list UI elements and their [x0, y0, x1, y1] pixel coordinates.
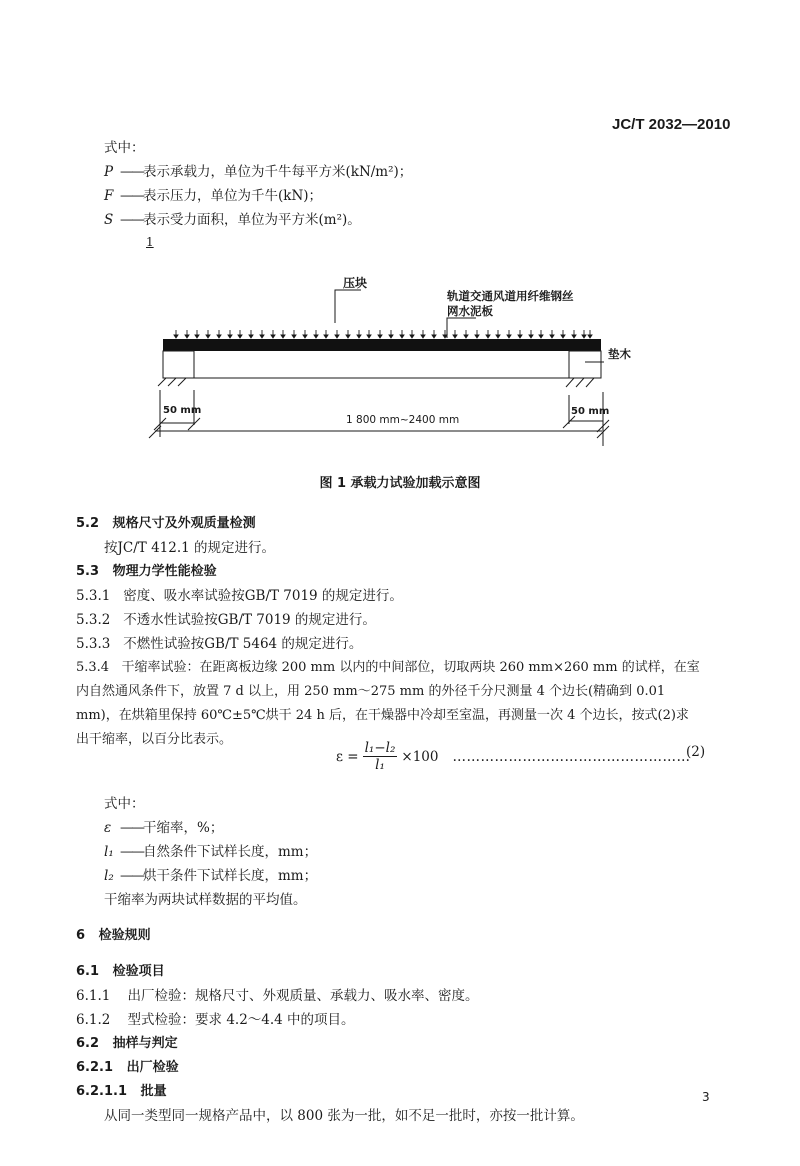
left-ground-hatch: [158, 378, 186, 386]
section-5-3-4-line-2: 内自然通风条件下，放置 7 d 以上，用 250 mm～275 mm 的外径千分尺测量 4 个边长(精确到 0.01: [76, 684, 666, 699]
span-length: 1 800 mm~2400 mm: [346, 414, 460, 426]
numerator: l₁−l₂: [364, 740, 396, 756]
panel-leader: [447, 318, 476, 338]
chapter-number: 6: [76, 928, 86, 943]
definition-text: 烘干条件下试样长度，mm；: [143, 868, 318, 884]
symbol: F: [104, 188, 114, 204]
section-6-1: [76, 962, 165, 982]
section-5-3-heading: [76, 562, 217, 582]
stray-mark: 1: [146, 235, 154, 249]
section-5-3-1: [76, 586, 403, 606]
press-block-label: 压块: [343, 276, 368, 290]
right-ground-hatch: [566, 378, 594, 387]
denominator: l₁: [375, 757, 385, 773]
formula-2: [336, 740, 690, 773]
formula-fraction: [363, 740, 398, 773]
symbol: l₁: [104, 844, 114, 860]
left-support: [163, 351, 194, 378]
section-6-2: [76, 1034, 178, 1054]
section-title: 检验项目: [112, 964, 165, 979]
definition-text: 表示受力面积，单位为平方米(m²)。: [143, 212, 361, 228]
section-number: 6.1.2: [76, 1012, 111, 1028]
section-6-2-1: [76, 1058, 179, 1078]
section-5-2-heading: [76, 514, 256, 534]
dash: ——: [120, 820, 143, 836]
section-number: 5.3: [76, 564, 100, 579]
dash: ——: [120, 212, 143, 228]
section-6-2-1-1: [76, 1082, 167, 1102]
where-label: 式中：: [104, 140, 145, 156]
page-number: 3: [702, 1090, 710, 1104]
chapter-6-heading: [76, 926, 151, 946]
leader-dots: ……………………………………………: [452, 748, 691, 765]
definition-l2: [104, 866, 317, 886]
section-number: 5.2: [76, 516, 100, 531]
definition-text: 表示压力，单位为千牛(kN)；: [143, 188, 323, 204]
section-text: 出厂检验：规格尺寸、外观质量、承载力、吸水率、密度。: [127, 988, 479, 1004]
paragraph-line: 干缩率试验：在距离板边缘 200 mm 以内的中间部位，切取两块 260 mm×260 mm 的试样，在室: [121, 660, 700, 675]
section-5-3-2: [76, 610, 376, 630]
section-text: 不透水性试验按GB/T 7019 的规定进行。: [123, 612, 376, 628]
symbol: P: [104, 164, 114, 180]
dash: ——: [120, 188, 143, 204]
section-title: 出厂检验: [126, 1060, 179, 1075]
definition-l1: [104, 842, 317, 862]
section-number: 6.2.1: [76, 1060, 114, 1075]
section-6-1-1: [76, 986, 479, 1006]
section-5-3-4-line-4: 出干缩率，以百分比表示。: [76, 732, 233, 747]
equation-number: (2): [686, 744, 706, 760]
panel-bar: [163, 339, 601, 351]
section-6-1-2: [76, 1010, 355, 1030]
formula-lhs: ε =: [336, 748, 359, 765]
section-5-3-3: [76, 634, 362, 654]
section-text: 型式检验：要求 4.2～4.4 中的项目。: [127, 1012, 355, 1028]
section-title: 抽样与判定: [112, 1036, 178, 1051]
section-number: 6.1.1: [76, 988, 111, 1004]
section-5-2-body: 按JC/T 412.1 的规定进行。: [104, 540, 276, 556]
section-5-3-4-line-1: [76, 658, 700, 678]
load-test-diagram: [0, 0, 800, 470]
definition-epsilon: [104, 818, 223, 838]
where-label-2: 式中：: [104, 796, 145, 812]
section-number: 6.2.1.1: [76, 1084, 127, 1099]
section-number: 6.2: [76, 1036, 100, 1051]
definition-text: 表示承载力，单位为千牛每平方米(kN/m²)；: [143, 164, 413, 180]
dash: ——: [120, 868, 143, 884]
average-note: 干缩率为两块试样数据的平均值。: [104, 892, 307, 908]
section-number: 5.3.2: [76, 612, 111, 628]
support-label: 垫木: [608, 347, 631, 361]
press-block-leader: [335, 290, 361, 323]
dash: ——: [120, 164, 143, 180]
section-number: 5.3.1: [76, 588, 111, 604]
chapter-title: 检验规则: [98, 928, 151, 943]
load-arrows: [174, 330, 592, 338]
section-number: 5.3.4: [76, 660, 110, 675]
section-title: 规格尺寸及外观质量检测: [112, 516, 256, 531]
dash: ——: [120, 844, 143, 860]
section-number: 6.1: [76, 964, 100, 979]
section-text: 不燃性试验按GB/T 5464 的规定进行。: [123, 636, 363, 652]
batch-text: 从同一类型同一规格产品中，以 800 张为一批，如不足一批时，亦按一批计算。: [104, 1108, 584, 1124]
symbol: S: [104, 212, 114, 228]
section-text: 密度、吸水率试验按GB/T 7019 的规定进行。: [123, 588, 403, 604]
section-5-3-4-line-3: mm)，在烘箱里保持 60℃±5℃烘干 24 h 后，在干燥器中冷却至室温，再测量一次 4 个边长，按式(2)求: [76, 708, 689, 723]
definition-text: 干缩率，%；: [143, 820, 224, 836]
standard-code: JC/T 2032—2010: [612, 116, 731, 133]
left-support-width: 50 mm: [163, 405, 202, 416]
right-support: [569, 351, 601, 378]
section-number: 5.3.3: [76, 636, 111, 652]
formula-multiplier: ×100: [401, 748, 439, 765]
panel-label-line1: 轨道交通风道用纤维钢丝: [447, 289, 574, 303]
symbol: l₂: [104, 868, 114, 884]
right-support-width: 50 mm: [571, 406, 610, 417]
definition-text: 自然条件下试样长度，mm；: [143, 844, 318, 860]
symbol: ε: [104, 820, 112, 836]
section-title: 物理力学性能检验: [112, 564, 217, 579]
section-title: 批量: [140, 1084, 167, 1099]
panel-label-line2: 网水泥板: [447, 304, 493, 318]
figure-caption: 图 1 承载力试验加载示意图: [319, 476, 481, 491]
